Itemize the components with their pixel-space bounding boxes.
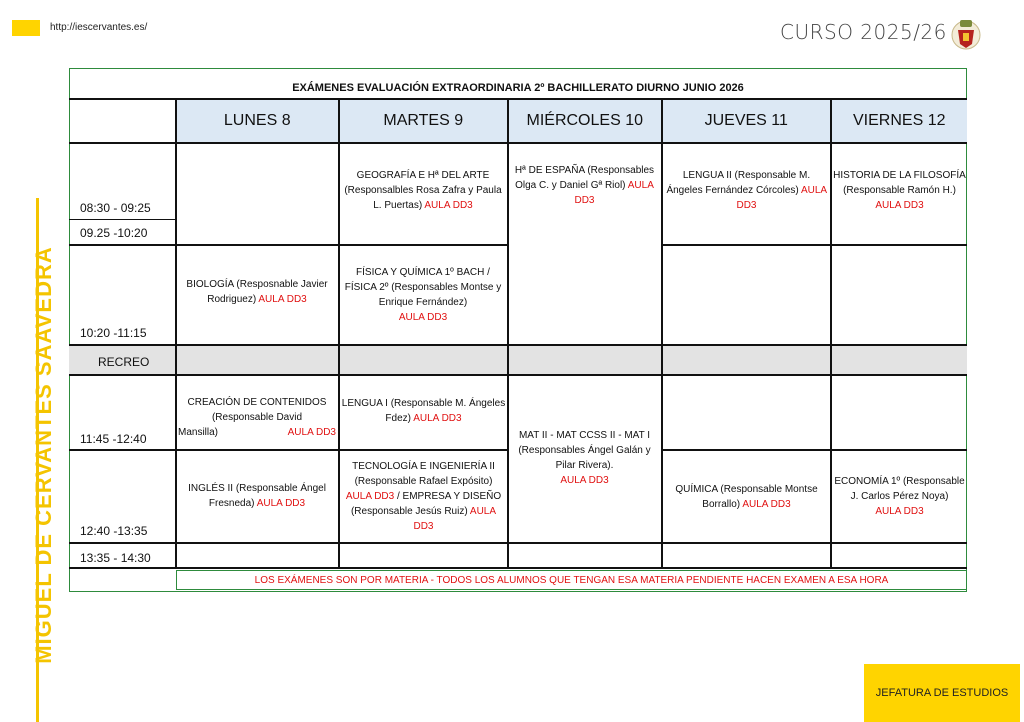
- exam-subject: LENGUA I (Responsable M. Ángeles Fdez): [341, 398, 506, 424]
- grid-line: [69, 142, 967, 144]
- time-slot: 11:45 -12:40: [80, 432, 147, 446]
- grid-line: [69, 374, 967, 376]
- exam-room: AULA DD3: [256, 498, 306, 509]
- grid-line: [175, 344, 177, 375]
- exam-cell: [664, 474, 829, 520]
- exam-subject: GEOGRAFÍA E Hª DEL ARTE (Responsalbles Rosa Zafra y Paula L. Puertas): [344, 169, 502, 211]
- header-accent: [12, 20, 40, 36]
- time-slot: 09.25 -10:20: [80, 226, 148, 240]
- exam-subject: QUÍMICA (Responsable Montse Borrallo): [675, 484, 818, 510]
- grid-line: [338, 344, 340, 375]
- exam-subject: INGLÉS II (Responsable Ángel Fresneda): [188, 483, 326, 509]
- exam-notice: LOS EXÁMENES SON POR MATERIA - TODOS LOS ALUMNOS QUE TENGAN ESA MATERIA PENDIENTE HACEN EXAMEN A ESA HORA: [176, 570, 967, 590]
- exam-cell: [510, 418, 659, 498]
- grid-line: [69, 567, 967, 569]
- exam-room: AULA DD3: [742, 499, 791, 510]
- jefatura-badge: JEFATURA DE ESTUDIOS: [864, 664, 1020, 722]
- recreo-row: [69, 346, 967, 375]
- exam-room: AULA DD3: [287, 426, 336, 438]
- grid-line: [830, 344, 832, 375]
- exam-room: AULA DD3: [258, 294, 307, 305]
- exam-room: AULA DD3: [875, 199, 924, 211]
- exam-subject: MAT II - MAT CCSS II - MAT I (Responsables Ángel Galán y Pilar Rivera).: [518, 430, 651, 471]
- time-slot: 10:20 -11:15: [80, 326, 147, 340]
- day-header-jueves: JUEVES 11: [663, 100, 831, 143]
- exam-cell: [178, 388, 336, 446]
- recreo-label: RECREO: [98, 355, 150, 369]
- site-url[interactable]: http://iescervantes.es/: [50, 22, 148, 33]
- grid-line: [830, 98, 832, 568]
- exam-cell: [178, 260, 336, 324]
- exam-room: AULA DD3: [398, 312, 448, 323]
- exam-subject: / EMPRESA Y DISEÑO (Responsable Jesús Ruiz): [350, 490, 502, 517]
- exam-cell: [341, 451, 506, 541]
- grid-line: [661, 98, 663, 568]
- course-year: CURSO 2025/26: [780, 20, 947, 44]
- grid-line: [69, 219, 175, 220]
- grid-line: [661, 344, 663, 375]
- exam-subject: CREACIÓN DE CONTENIDOS (Responsable David: [187, 396, 327, 423]
- exam-cell: [510, 150, 659, 220]
- school-crest-icon: [948, 16, 984, 52]
- exam-subject: HISTORIA DE LA FILOSOFÍA (Responsable Ramón H.): [833, 169, 966, 196]
- exam-subject: Mansilla): [178, 426, 219, 438]
- exam-cell: [340, 248, 506, 342]
- exam-cell: [340, 150, 507, 230]
- exam-room: AULA DD3: [574, 179, 654, 206]
- exam-subject: ECONOMÍA 1º (Responsable J. Carlos Pérez Noya): [834, 475, 965, 502]
- exam-room: AULA DD3: [875, 505, 924, 517]
- day-header-lunes: LUNES 8: [177, 100, 339, 143]
- time-slot: 12:40 -13:35: [80, 524, 148, 538]
- exam-cell: [833, 150, 966, 230]
- time-slot: 08:30 - 09:25: [80, 201, 151, 215]
- grid-line: [507, 98, 509, 568]
- day-header-martes: MARTES 9: [340, 100, 508, 143]
- exam-subject: FÍSICA Y QUÍMICA 1º BACH / FÍSICA 2º (Responsables Montse y Enrique Fernández): [344, 267, 502, 308]
- exam-room: DD3: [736, 199, 757, 211]
- side-school-name: MIGUEL DE CERVANTES SAAVEDRA: [31, 246, 56, 664]
- exam-cell: [664, 150, 829, 230]
- merge-mask: [509, 243, 662, 246]
- exam-cell: [833, 456, 966, 536]
- day-header-viernes: VIERNES 12: [832, 100, 968, 143]
- exam-cell: [341, 380, 506, 442]
- exam-room: AULA DD3: [560, 475, 609, 486]
- exam-subject: BIOLOGÍA (Resposnable Javier Rodriguez): [186, 279, 328, 305]
- exam-room: AULA DD3: [413, 413, 462, 424]
- exam-room: AULA DD3: [424, 199, 473, 211]
- exam-room: AULA DD3: [345, 490, 395, 502]
- exam-subject: Hª DE ESPAÑA (Responsables Olga C. y Daniel Gª Riol): [514, 164, 655, 191]
- grid-line: [507, 344, 509, 375]
- grid-line: [69, 542, 967, 544]
- grid-line: [175, 98, 177, 568]
- exam-subject: TECNOLOGÍA E INGENIERÍA II (Responsable Rafael Expósito): [352, 460, 495, 487]
- exam-cell: [178, 464, 336, 528]
- exam-subject: LENGUA II (Responsable M. Ángeles Fernández Córcoles): [666, 169, 811, 196]
- schedule-title: EXÁMENES EVALUACIÓN EXTRAORDINARIA 2º BACHILLERATO DIURNO JUNIO 2026: [292, 82, 744, 94]
- exam-room: AULA DD3: [413, 505, 497, 532]
- time-slot: 13:35 - 14:30: [80, 551, 151, 565]
- day-header-miercoles: MIÉRCOLES 10: [509, 100, 662, 143]
- exam-room: AULA: [800, 184, 827, 196]
